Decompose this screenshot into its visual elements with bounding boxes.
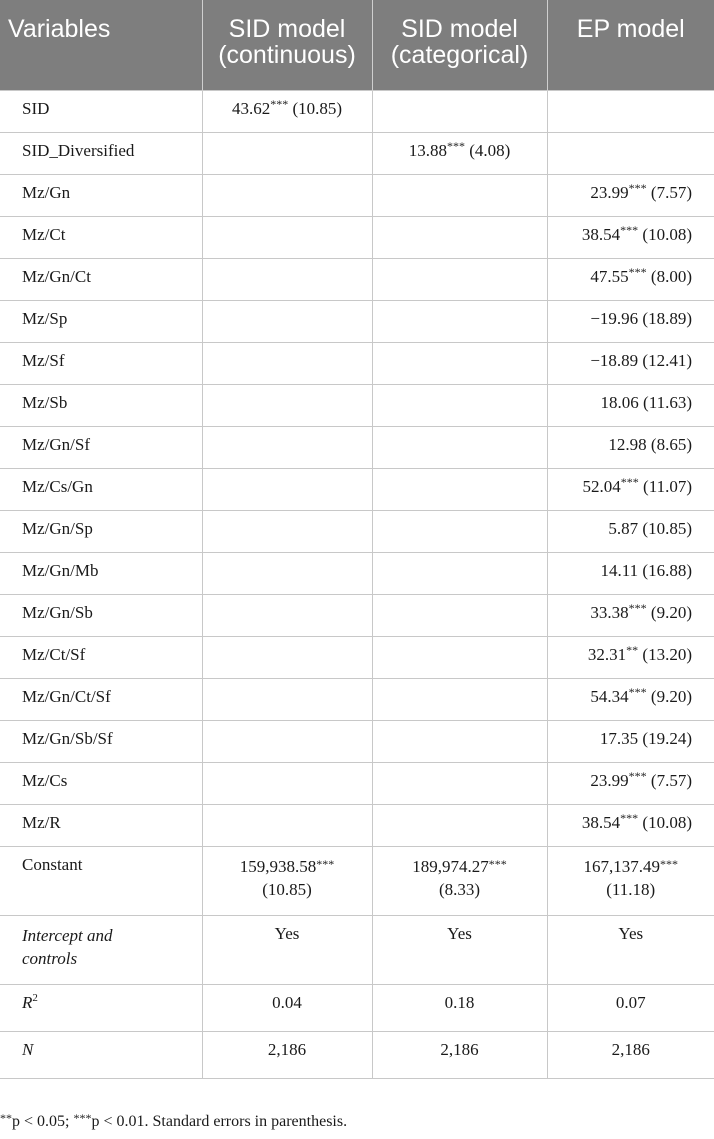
sid-categorical-cell [372, 217, 547, 259]
table-row [0, 637, 714, 679]
constant-value: 167,137.49*** [583, 857, 678, 876]
row-label: Mz/Gn/Sb [0, 595, 202, 637]
table-row [0, 805, 714, 847]
table-body [0, 91, 714, 1079]
header-sid-continuous-line1: SID model [228, 15, 346, 43]
sid-continuous-cell [202, 553, 372, 595]
ep-model-cell: −19.96 (18.89) [547, 301, 714, 343]
table-row [0, 511, 714, 553]
sid-categorical-cell: 2,186 [372, 1032, 547, 1079]
sid-continuous-cell [202, 763, 372, 805]
table-row [0, 301, 714, 343]
header-sid-continuous [202, 0, 372, 91]
sid-categorical-cell [372, 595, 547, 637]
table-row [0, 721, 714, 763]
row-label: SID [0, 91, 202, 133]
sid-continuous-cell [202, 175, 372, 217]
sid-categorical-cell [372, 637, 547, 679]
ep-model-cell: 17.35 (19.24) [547, 721, 714, 763]
sid-continuous-cell: 2,186 [202, 1032, 372, 1079]
r-squared-label [0, 985, 202, 1032]
ep-model-cell: 12.98 (8.65) [547, 427, 714, 469]
header-sid-continuous-line2: (continuous) [218, 41, 356, 69]
table-header [0, 0, 714, 91]
ep-model-cell: Yes [547, 916, 714, 985]
sid-continuous-cell: 0.04 [202, 985, 372, 1032]
sid-categorical-cell [372, 343, 547, 385]
sid-continuous-cell [202, 469, 372, 511]
sid-categorical-cell [372, 679, 547, 721]
table-footnote: **p < 0.05; ***p < 0.01. Standard errors in parenthesis. [0, 1111, 348, 1130]
ep-model-cell: 33.38*** (9.20) [547, 595, 714, 637]
ep-model-cell [547, 91, 714, 133]
ep-model-cell: 2,186 [547, 1032, 714, 1079]
row-label: Mz/Sp [0, 301, 202, 343]
table-row [0, 553, 714, 595]
intercept-label-line1: Intercept and [22, 926, 113, 945]
sid-categorical-cell [372, 721, 547, 763]
sid-continuous-cell [202, 427, 372, 469]
ep-model-cell: 54.34*** (9.20) [547, 679, 714, 721]
table-row [0, 217, 714, 259]
sid-continuous-cell [202, 721, 372, 763]
constant-label: Constant [0, 847, 202, 916]
sid-categorical-cell [372, 385, 547, 427]
row-label: Mz/Sf [0, 343, 202, 385]
table-row [0, 427, 714, 469]
sid-categorical-cell [372, 805, 547, 847]
sid-continuous-cell [202, 133, 372, 175]
header-sid-categorical-line2: (categorical) [390, 41, 529, 69]
table-row [0, 469, 714, 511]
sid-categorical-cell [372, 91, 547, 133]
header-sid-categorical [372, 0, 547, 91]
ep-model-cell: 47.55*** (8.00) [547, 259, 714, 301]
constant-row [0, 847, 714, 916]
header-variables [0, 0, 202, 91]
row-label: Mz/Cs [0, 763, 202, 805]
sid-continuous-cell [202, 217, 372, 259]
sid-continuous-cell [202, 343, 372, 385]
row-label: Mz/Gn/Ct [0, 259, 202, 301]
ep-model-cell: 18.06 (11.63) [547, 385, 714, 427]
row-label: Mz/R [0, 805, 202, 847]
r-squared-row [0, 985, 714, 1032]
ep-model-cell [547, 133, 714, 175]
table-row [0, 679, 714, 721]
sid-categorical-cell [372, 175, 547, 217]
sid-continuous-cell [202, 385, 372, 427]
table-row [0, 763, 714, 805]
ep-model-cell: 23.99*** (7.57) [547, 763, 714, 805]
ep-model-cell: 5.87 (10.85) [547, 511, 714, 553]
ep-model-cell: 0.07 [547, 985, 714, 1032]
row-label: SID_Diversified [0, 133, 202, 175]
sid-continuous-cell: Yes [202, 916, 372, 985]
ep-model-cell: 52.04*** (11.07) [547, 469, 714, 511]
table-row [0, 343, 714, 385]
ep-model-cell [547, 847, 714, 916]
sid-categorical-cell: 0.18 [372, 985, 547, 1032]
header-sid-categorical-line1: SID model [401, 15, 518, 43]
sid-categorical-cell [372, 763, 547, 805]
intercept-label [0, 916, 202, 985]
row-label: Mz/Gn/Mb [0, 553, 202, 595]
ep-model-cell: 32.31** (13.20) [547, 637, 714, 679]
sid-continuous-cell [202, 805, 372, 847]
sid-categorical-cell: Yes [372, 916, 547, 985]
sid-categorical-cell [372, 511, 547, 553]
row-label: Mz/Ct [0, 217, 202, 259]
ep-model-cell: 38.54*** (10.08) [547, 805, 714, 847]
header-ep-model-label: EP model [576, 15, 685, 43]
table-row [0, 133, 714, 175]
constant-stderr: (11.18) [606, 880, 656, 899]
row-label: Mz/Gn/Ct/Sf [0, 679, 202, 721]
header-ep-model [547, 0, 714, 91]
table-row [0, 259, 714, 301]
table-row [0, 175, 714, 217]
sid-categorical-cell [372, 259, 547, 301]
row-label: Mz/Gn/Sp [0, 511, 202, 553]
sid-categorical-cell [372, 301, 547, 343]
sid-continuous-cell [202, 259, 372, 301]
row-label: Mz/Gn/Sf [0, 427, 202, 469]
sid-categorical-cell [372, 427, 547, 469]
constant-value: 159,938.58*** [239, 857, 335, 876]
sid-continuous-cell: 43.62*** (10.85) [202, 91, 372, 133]
constant-stderr: (8.33) [438, 880, 481, 899]
table-row [0, 91, 714, 133]
r-squared-symbol: R [22, 993, 33, 1012]
sid-continuous-cell [202, 301, 372, 343]
constant-value: 189,974.27*** [412, 857, 507, 876]
sid-categorical-cell: 13.88*** (4.08) [372, 133, 547, 175]
ep-model-cell: 14.11 (16.88) [547, 553, 714, 595]
table-row [0, 385, 714, 427]
header-variables-label: Variables [8, 15, 111, 43]
row-label: Mz/Sb [0, 385, 202, 427]
n-row [0, 1032, 714, 1079]
ep-model-cell: 23.99*** (7.57) [547, 175, 714, 217]
intercept-label-line2: controls [22, 949, 78, 968]
intercept-row [0, 916, 714, 985]
n-label: N [0, 1032, 202, 1079]
sid-continuous-cell [202, 595, 372, 637]
header-row [0, 0, 714, 91]
sid-categorical-cell [372, 469, 547, 511]
sid-continuous-cell [202, 637, 372, 679]
sid-categorical-cell [372, 553, 547, 595]
sid-continuous-cell [202, 511, 372, 553]
ep-model-cell: 38.54*** (10.08) [547, 217, 714, 259]
sid-continuous-cell [202, 847, 372, 916]
row-label: Mz/Cs/Gn [0, 469, 202, 511]
table-row [0, 595, 714, 637]
constant-stderr: (10.85) [262, 880, 312, 899]
sid-continuous-cell [202, 679, 372, 721]
sid-categorical-cell [372, 847, 547, 916]
ep-model-cell: −18.89 (12.41) [547, 343, 714, 385]
row-label: Mz/Gn/Sb/Sf [0, 721, 202, 763]
r-squared-exponent: 2 [32, 992, 38, 1004]
row-label: Mz/Ct/Sf [0, 637, 202, 679]
row-label: Mz/Gn [0, 175, 202, 217]
